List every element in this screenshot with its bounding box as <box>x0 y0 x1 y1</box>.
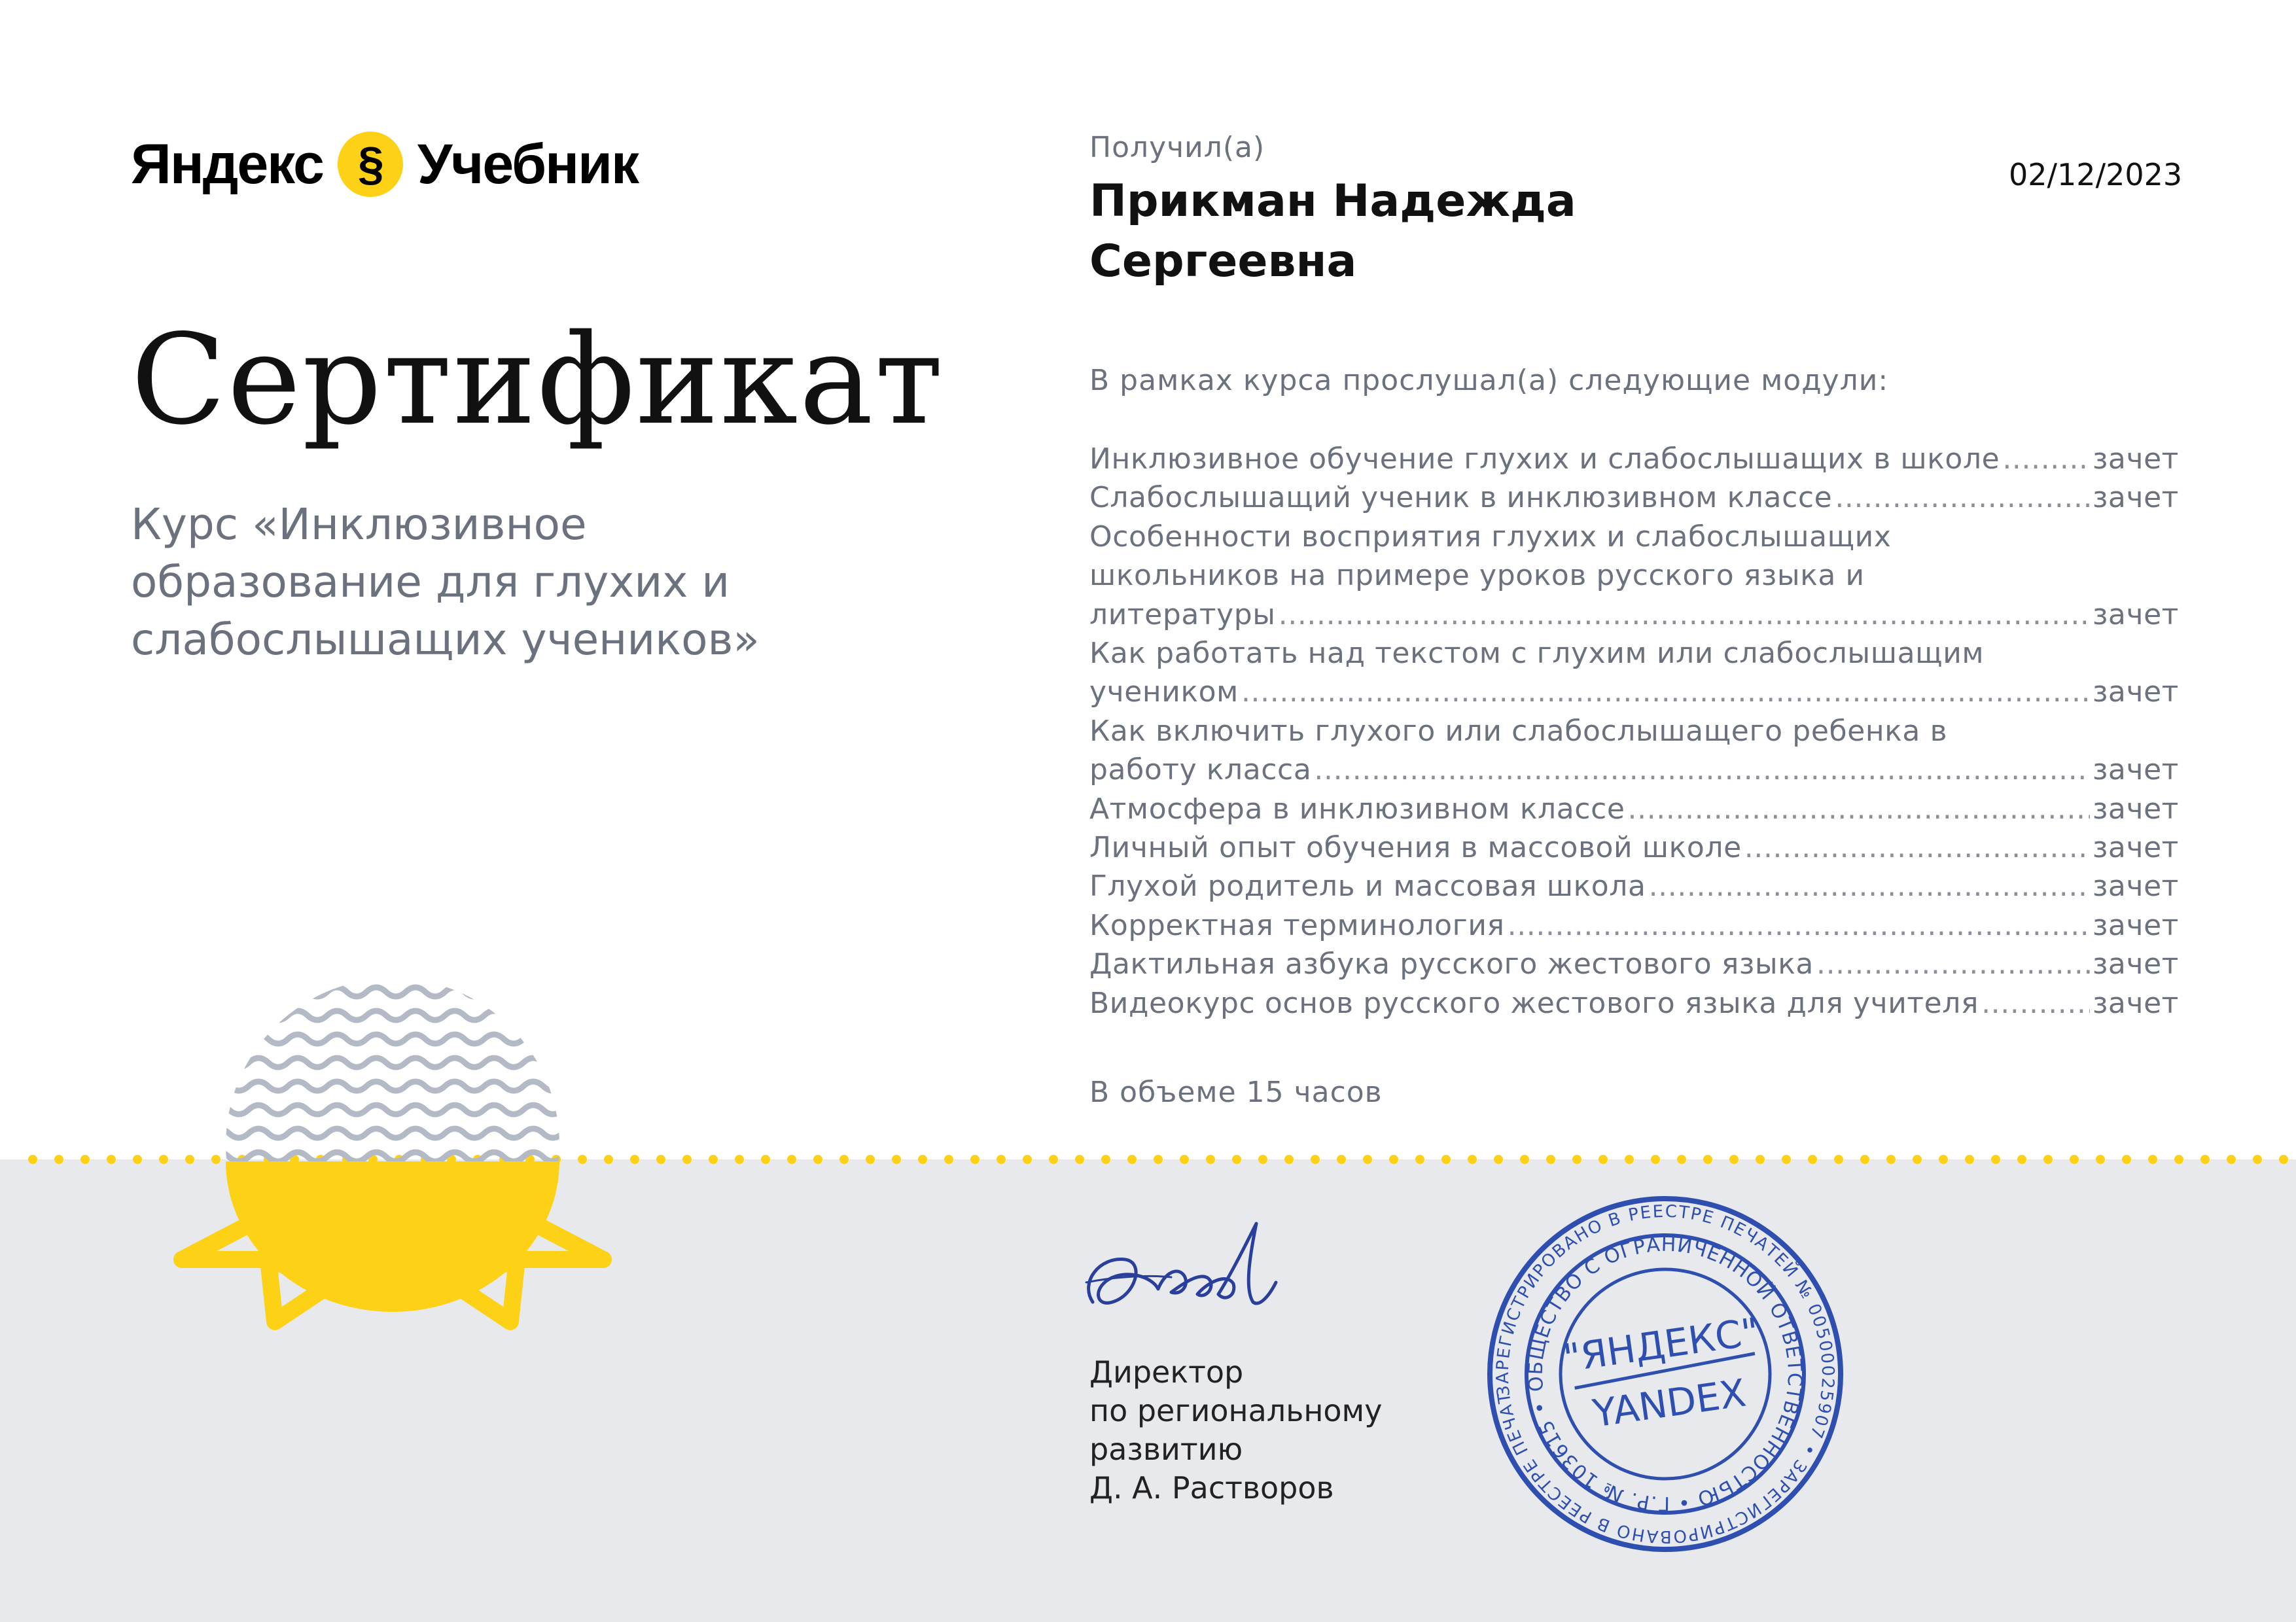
divider-dot <box>1363 1155 1372 1164</box>
module-result: зачет <box>2092 986 2179 1020</box>
module-name: Инклюзивное обучение глухих и слабослышащих в школе <box>1089 442 2000 476</box>
divider-dot <box>1494 1155 1503 1164</box>
divider-dot <box>1703 1155 1712 1164</box>
signatory-title-line: развитию <box>1089 1432 1243 1467</box>
wave-line <box>209 987 602 996</box>
logo-product: Учебник <box>417 132 639 196</box>
divider-dot <box>1625 1155 1634 1164</box>
divider-dot <box>1180 1155 1189 1164</box>
dot-leader <box>1241 673 2090 711</box>
module-row <box>1089 673 2179 711</box>
divider-dot <box>1023 1155 1032 1164</box>
module-row <box>1089 906 2179 945</box>
divider-dot <box>1729 1155 1739 1164</box>
module-row <box>1089 984 2179 1023</box>
divider-dot <box>1782 1155 1791 1164</box>
divider-dot <box>944 1155 953 1164</box>
module-row <box>1089 440 2179 478</box>
dot-leader <box>1314 750 2090 789</box>
divider-dot <box>1311 1155 1320 1164</box>
module-item <box>1089 867 2179 906</box>
module-name-line: Как работать над текстом с глухим или слабослышащим <box>1089 637 1985 671</box>
dot-leader <box>1628 790 2090 828</box>
divider-dot <box>1415 1155 1424 1164</box>
divider-dot <box>1232 1155 1241 1164</box>
stamp-outer-ring-text: ЗАРЕГИСТРИРОВАНО В РЕЕСТРЕ ПЕЧАТЕЙ № 00500025907 • ЗАРЕГИСТРИРОВАНО В РЕЕСТРЕ ПЕЧАТЕЙ <box>1492 1201 1838 1547</box>
signatory-block <box>1089 1353 1430 1507</box>
divider-dot <box>2148 1155 2157 1164</box>
divider-dot <box>918 1155 927 1164</box>
divider-dot <box>2227 1155 2236 1164</box>
wave-pattern <box>209 964 602 1161</box>
module-result: зачет <box>2092 442 2179 476</box>
divider-dot <box>1965 1155 1974 1164</box>
divider-dot <box>813 1155 822 1164</box>
divider-dot <box>1389 1155 1398 1164</box>
handwritten-signature <box>1073 1204 1309 1322</box>
recipient-name <box>1089 171 1678 292</box>
divider-dot <box>1651 1155 1660 1164</box>
module-name-line: Как включить глухого или слабослышащего ребенка в <box>1089 714 1948 748</box>
divider-dot <box>2279 1155 2288 1164</box>
received-label: Получил(а) <box>1089 131 1265 164</box>
divider-dot <box>1154 1155 1163 1164</box>
divider-dot <box>1075 1155 1084 1164</box>
divider-dot <box>1546 1155 1555 1164</box>
divider-dot <box>54 1155 63 1164</box>
divider-dot <box>1860 1155 1869 1164</box>
module-name-line: школьников на примере уроков русского языка и <box>1089 559 1865 593</box>
divider-dot <box>2043 1155 2053 1164</box>
divider-dot <box>761 1155 770 1164</box>
dot-leader <box>1508 906 2090 945</box>
divider-dot <box>1598 1155 1608 1164</box>
module-result: зачет <box>2092 753 2179 787</box>
signatory-name: Д. А. Растворов <box>1089 1470 1334 1506</box>
divider-dot <box>2253 1155 2262 1164</box>
divider-dot <box>1939 1155 1948 1164</box>
divider-dot <box>1520 1155 1529 1164</box>
certificate-title: Сертификат <box>131 308 945 452</box>
module-row <box>1089 828 2179 867</box>
divider-dot <box>2096 1155 2105 1164</box>
divider-dot <box>1441 1155 1451 1164</box>
module-row <box>1089 478 2179 517</box>
module-item <box>1089 634 2179 712</box>
module-row <box>1089 867 2179 906</box>
module-result: зачет <box>2092 792 2179 826</box>
divider-dot <box>1258 1155 1267 1164</box>
module-name: учеником <box>1089 675 1239 709</box>
divider-dot <box>1991 1155 2000 1164</box>
stamp-center-top: "ЯНДЕКС" <box>1561 1309 1762 1381</box>
dot-leader <box>1744 828 2090 867</box>
module-name: Видеокурс основ русского жестового языка для учителя <box>1089 986 1979 1020</box>
wave-line <box>209 1034 602 1044</box>
module-name: Личный опыт обучения в массовой школе <box>1089 831 1742 865</box>
divider-dot <box>735 1155 744 1164</box>
stamp-center-bottom: YANDEX <box>1590 1370 1749 1436</box>
recipient-line: Сергеевна <box>1089 236 1357 287</box>
course-volume: В объеме 15 часов <box>1089 1076 1383 1109</box>
wave-line <box>209 1082 602 1091</box>
wave-line <box>209 1129 602 1138</box>
module-name: Слабослышащий ученик в инклюзивном классе <box>1089 481 1833 515</box>
divider-dot <box>1572 1155 1581 1164</box>
divider-dot <box>107 1155 116 1164</box>
module-item <box>1089 440 2179 478</box>
logo-brand: Яндекс <box>131 132 323 196</box>
signatory-title-line: по региональному <box>1089 1393 1383 1428</box>
modules-list <box>1089 440 2179 1023</box>
wave-line <box>209 1058 602 1067</box>
module-result: зачет <box>2092 870 2179 904</box>
wave-line <box>209 1011 602 1020</box>
divider-dot <box>1677 1155 1686 1164</box>
module-item <box>1089 478 2179 517</box>
divider-dot <box>709 1155 718 1164</box>
divider-dot <box>1101 1155 1110 1164</box>
divider-dot <box>682 1155 692 1164</box>
divider-dot <box>866 1155 875 1164</box>
divider-dot <box>656 1155 665 1164</box>
divider-dot <box>2174 1155 2183 1164</box>
module-row <box>1089 945 2179 983</box>
recipient-line: Прикман Надежда <box>1089 175 1576 227</box>
yandex-uchebnik-logo <box>131 128 638 200</box>
dot-leader <box>1816 945 2090 983</box>
stamp-inner-ring-text: ОБЩЕСТВО С ОГРАНИЧЕННОЙ ОТВЕТСТВЕННОСТЬЮ • Г.Р. № 103615 • <box>1524 1233 1807 1515</box>
module-item <box>1089 712 2179 790</box>
divider-dot <box>1206 1155 1215 1164</box>
dot-leader <box>1981 984 2090 1023</box>
module-result: зачет <box>2092 675 2179 709</box>
module-row <box>1089 595 2179 634</box>
divider-dot <box>1913 1155 1922 1164</box>
module-item <box>1089 518 2179 634</box>
divider-dot <box>1468 1155 1477 1164</box>
issue-date: 02/12/2023 <box>2009 157 2183 192</box>
divider-dot <box>997 1155 1006 1164</box>
dot-leader <box>2002 440 2090 478</box>
module-item <box>1089 945 2179 983</box>
module-result: зачет <box>2092 481 2179 515</box>
divider-dot <box>1756 1155 1765 1164</box>
divider-dot <box>839 1155 849 1164</box>
divider-dot <box>28 1155 37 1164</box>
divider-dot <box>1337 1155 1346 1164</box>
wave-line <box>209 964 602 973</box>
company-seal-stamp <box>1482 1191 1848 1557</box>
dot-leader <box>1835 478 2090 517</box>
module-item <box>1089 790 2179 828</box>
divider-dot <box>1127 1155 1137 1164</box>
module-name: Глухой родитель и массовая школа <box>1089 870 1646 904</box>
wave-line <box>209 1152 602 1161</box>
divider-dot <box>133 1155 142 1164</box>
dot-leader <box>1279 595 2090 634</box>
dot-leader <box>1649 867 2090 906</box>
module-name: работу класса <box>1089 753 1312 787</box>
wave-line <box>209 1105 602 1114</box>
divider-dot <box>2122 1155 2131 1164</box>
module-item <box>1089 828 2179 867</box>
divider-dot <box>159 1155 168 1164</box>
module-result: зачет <box>2092 597 2179 631</box>
module-name: литературы <box>1089 597 1276 631</box>
module-name: Дактильная азбука русского жестового языка <box>1089 947 1814 981</box>
divider-dot <box>892 1155 901 1164</box>
divider-dot <box>1808 1155 1817 1164</box>
module-name: Корректная терминология <box>1089 908 1505 942</box>
divider-dot <box>2200 1155 2210 1164</box>
divider-dot <box>2017 1155 2026 1164</box>
divider-dot <box>970 1155 980 1164</box>
module-result: зачет <box>2092 908 2179 942</box>
divider-dot <box>1886 1155 1896 1164</box>
module-row <box>1089 790 2179 828</box>
signatory-title-line: Директор <box>1089 1354 1244 1390</box>
module-result: зачет <box>2092 947 2179 981</box>
divider-dot <box>630 1155 639 1164</box>
paragraph-badge-icon: § <box>338 132 403 197</box>
sun-decoration <box>170 929 615 1361</box>
module-result: зачет <box>2092 831 2179 865</box>
divider-dot <box>80 1155 90 1164</box>
module-name-line: Особенности восприятия глухих и слабослышащих <box>1089 520 1892 554</box>
module-item <box>1089 984 2179 1023</box>
divider-dot <box>1049 1155 1058 1164</box>
module-row <box>1089 750 2179 789</box>
course-name: Курс «Инклюзивное образование для глухих и слабослышащих учеников» <box>131 499 760 665</box>
module-name: Атмосфера в инклюзивном классе <box>1089 792 1625 826</box>
modules-intro: В рамках курса прослушал(а) следующие модули: <box>1089 364 1889 397</box>
divider-dot <box>1834 1155 1843 1164</box>
divider-dot <box>787 1155 796 1164</box>
divider-dot <box>2070 1155 2079 1164</box>
module-item <box>1089 906 2179 945</box>
divider-dot <box>1284 1155 1294 1164</box>
